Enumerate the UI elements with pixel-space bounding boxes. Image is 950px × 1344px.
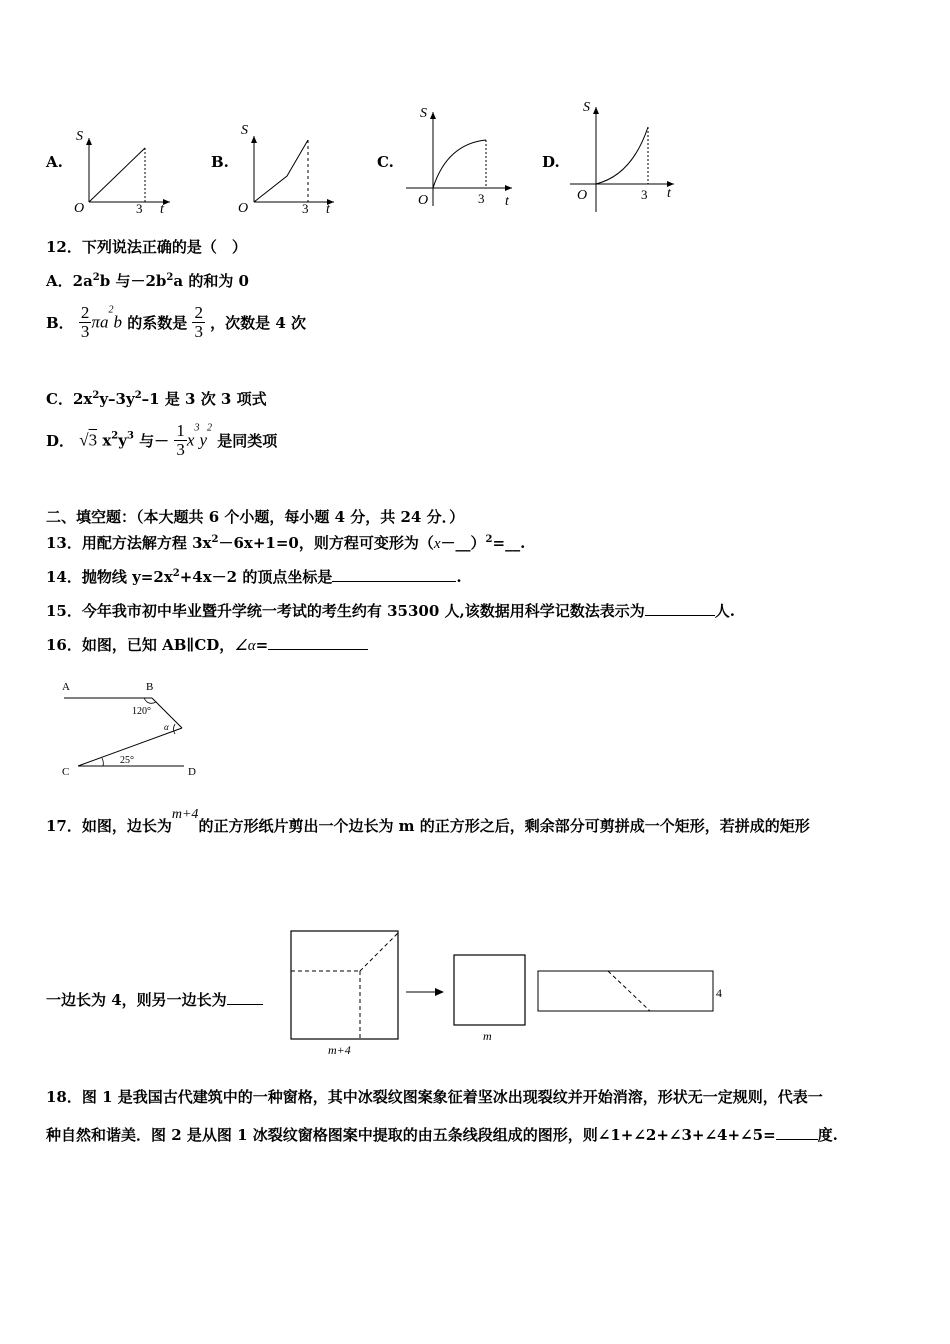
graph-c (402, 100, 522, 215)
q12-option-b: B． $\frac{2}{3}$ $\pi a^2b$ 的系数是 $\frac{2}{3}$ ，次数是 4 次 (46, 303, 307, 341)
svg-text:t: t (326, 202, 330, 216)
svg-text:D: D (188, 766, 196, 778)
small-square-label: m (483, 1029, 492, 1043)
big-square-label: m+4 (328, 1043, 351, 1057)
svg-text:O: O (577, 188, 588, 203)
q12-option-c: C．$2x^2y-3y^2-1$ 是 3 次 3 项式 (46, 390, 267, 408)
option-d-label: D. (542, 153, 560, 171)
svg-text:t: t (505, 194, 509, 209)
svg-text:3: 3 (478, 191, 485, 206)
svg-text:O: O (418, 193, 429, 208)
rect-label: 4 (716, 986, 722, 1000)
q12-option-d: D． √3 $x^2y^3$ 与－ $\frac{1}{3}$ $x^3y^2$ 是同类项 (46, 421, 278, 459)
q18-line2: 种自然和谐美．图 2 是从图 1 冰裂纹窗格图案中提取的由五条线段组成的图形，则∠1+∠2+∠3+∠4+∠5= 度. (46, 1126, 838, 1144)
svg-text:3: 3 (136, 201, 143, 216)
svg-text:S: S (583, 100, 590, 115)
fraction: $\frac{2}{3}$ (194, 303, 203, 341)
svg-text:3: 3 (302, 201, 309, 216)
q16: 16．如图，已知 AB∥CD，∠α= (46, 634, 368, 655)
q17-figure (288, 926, 738, 1058)
svg-text:C: C (62, 766, 70, 778)
option-a-label: A. (46, 153, 63, 171)
svg-text:t: t (160, 202, 164, 216)
svg-text:O: O (238, 201, 249, 216)
svg-text:120°: 120° (132, 706, 151, 717)
svg-text:O: O (74, 201, 85, 216)
q17-line1: 17．如图，边长为m+4的正方形纸片剪出一个边长为 m 的正方形之后，剩余部分可剪拼成一个矩形，若拼成的矩形 (46, 807, 810, 835)
fraction: $\frac{1}{3}$ (176, 421, 185, 459)
q13: 13．用配方法解方程 $3x^2-6x+1=0$，则方程可变形为（x－__）$^2$=__. (46, 534, 526, 552)
axis-s-label: S (76, 129, 83, 144)
q14: 14．抛物线 $y=2x^2+4x-2$ 的顶点坐标是 . (46, 568, 462, 586)
svg-text:t: t (667, 186, 671, 201)
q15: 15．今年我市初中毕业暨升学统一考试的考生约有 35300 人,该数据用科学记数法表示为 人. (46, 602, 735, 620)
svg-text:S: S (420, 106, 427, 121)
svg-text:25°: 25° (120, 755, 134, 766)
q17-line2: 一边长为 4，则另一边长为 (46, 989, 263, 1010)
graph-a (66, 124, 176, 216)
section-title: 二、填空题：（本大题共 6 个小题，每小题 4 分，共 24 分．） (46, 508, 465, 526)
svg-text:A: A (62, 681, 70, 693)
svg-text:S: S (241, 123, 248, 138)
q12-stem: 12．下列说法正确的是（ ） (46, 238, 247, 256)
fraction: $\frac{2}{3}$ (80, 303, 90, 341)
svg-text:α: α (164, 722, 169, 732)
option-c-label: C. (377, 153, 394, 171)
q18-line1: 18．图 1 是我国古代建筑中的一种窗格，其中冰裂纹图案象征着坚冰出现裂纹并开始消溶，形状无一定规则，代表一 (46, 1088, 823, 1106)
svg-text:B: B (146, 681, 154, 693)
q16-figure (56, 678, 206, 780)
option-b-label: B. (211, 153, 229, 171)
svg-text:3: 3 (641, 187, 648, 202)
q12-option-a: A．$2a^2b$ 与$-2b^2a$ 的和为 0 (46, 272, 249, 290)
graph-b (232, 118, 342, 216)
graph-d (566, 95, 684, 215)
